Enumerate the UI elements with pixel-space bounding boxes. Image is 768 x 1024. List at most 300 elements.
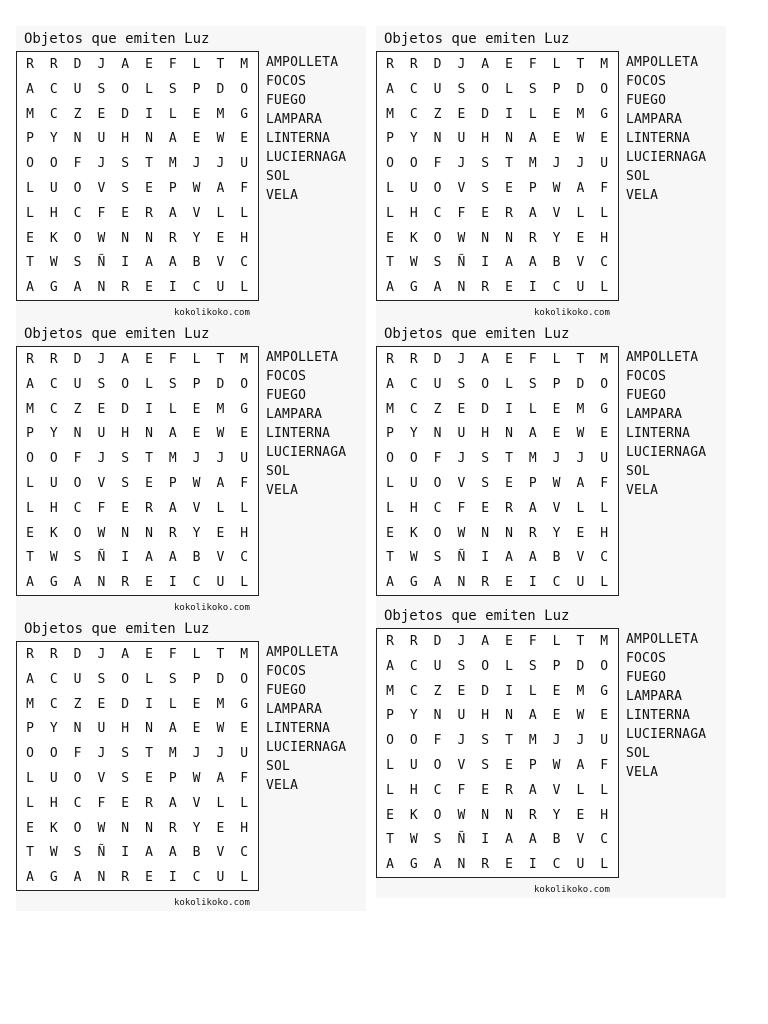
grid-letter: N [97, 575, 106, 591]
grid-letter: O [433, 476, 442, 491]
word-list [266, 348, 346, 500]
letter-grid [16, 346, 259, 596]
word-list [626, 348, 706, 500]
grid-letter: A [528, 205, 537, 221]
grid-letter: L [600, 857, 609, 873]
grid-letter: R [26, 352, 34, 367]
grid-letter: E [505, 280, 513, 296]
grid-letter: E [552, 683, 561, 699]
grid-letter: R [49, 352, 58, 367]
grid-letter: Z [433, 106, 442, 122]
grid-letter: A [528, 550, 537, 566]
grid-letter: E [240, 426, 249, 442]
puzzle-title: Objetos que emiten Luz [384, 608, 570, 624]
grid-row [17, 667, 258, 692]
word-list-item: AMPOLLETA [266, 645, 339, 660]
grid-row [17, 496, 258, 521]
grid-letter: C [552, 280, 561, 296]
grid-letter: S [457, 81, 466, 97]
grid-letter: D [433, 634, 442, 649]
grid-letter: J [552, 156, 561, 172]
grid-letter: I [145, 696, 153, 712]
grid-letter: L [528, 401, 537, 417]
grid-letter: A [168, 205, 177, 221]
grid-letter: M [528, 156, 537, 172]
grid-letter: N [505, 230, 513, 246]
grid-letter: L [240, 575, 249, 591]
word-list-item: LINTERNA [626, 708, 691, 723]
grid-letter: R [121, 575, 130, 591]
grid-letter: F [528, 352, 537, 367]
grid-letter: E [145, 280, 153, 296]
site-credit: kokolikoko.com [174, 308, 250, 318]
grid-letter: H [49, 795, 58, 811]
grid-letter: W [552, 758, 561, 773]
grid-letter: R [386, 57, 394, 72]
grid-letter: T [26, 845, 34, 861]
grid-letter: R [528, 230, 537, 246]
grid-letter: W [409, 255, 418, 271]
grid-letter: G [49, 280, 58, 296]
grid-letter: C [192, 280, 201, 296]
grid-letter: A [386, 575, 394, 591]
grid-letter: E [457, 683, 466, 699]
grid-letter: W [97, 525, 106, 541]
grid-letter: M [26, 401, 34, 417]
word-search-puzzle [16, 26, 366, 321]
grid-letter: M [216, 696, 225, 712]
grid-letter: R [26, 57, 34, 72]
grid-letter: U [409, 181, 418, 196]
grid-letter: U [97, 131, 106, 147]
grid-letter: U [457, 131, 466, 147]
grid-letter: I [528, 857, 537, 873]
word-list [266, 53, 346, 205]
grid-letter: R [505, 205, 513, 221]
grid-letter: C [600, 550, 609, 566]
grid-letter: O [49, 746, 58, 762]
grid-letter: L [576, 500, 585, 516]
grid-row [377, 201, 618, 226]
grid-letter: M [600, 352, 609, 367]
grid-letter: R [528, 525, 537, 541]
grid-letter: J [97, 156, 106, 172]
grid-letter: R [168, 525, 177, 541]
grid-letter: C [240, 255, 249, 271]
grid-letter: M [576, 106, 585, 122]
grid-letter: A [145, 845, 153, 861]
grid-letter: P [168, 181, 177, 196]
grid-letter: N [457, 857, 466, 873]
grid-letter: C [433, 500, 442, 516]
grid-letter: O [240, 81, 249, 97]
grid-letter: P [386, 426, 394, 442]
grid-letter: M [26, 696, 34, 712]
grid-letter: R [26, 647, 34, 662]
grid-letter: C [49, 81, 58, 97]
grid-letter: R [145, 500, 153, 516]
grid-letter: H [409, 500, 418, 516]
grid-letter: O [73, 476, 82, 491]
grid-letter: N [481, 807, 490, 823]
grid-letter: W [552, 181, 561, 196]
grid-letter: P [26, 721, 34, 737]
grid-letter: V [576, 832, 585, 848]
grid-letter: C [552, 857, 561, 873]
grid-letter: K [49, 820, 58, 836]
grid-letter: R [145, 795, 153, 811]
grid-letter: E [552, 426, 561, 442]
grid-letter: P [168, 476, 177, 491]
grid-letter: T [26, 255, 34, 271]
grid-letter: U [216, 575, 225, 591]
grid-letter: A [505, 832, 513, 848]
grid-letter: M [168, 451, 177, 467]
grid-letter: A [528, 426, 537, 442]
grid-letter: W [97, 820, 106, 836]
grid-letter: V [97, 181, 106, 196]
grid-letter: Y [409, 131, 418, 147]
grid-letter: A [26, 280, 34, 296]
word-list-item: AMPOLLETA [266, 350, 339, 365]
word-search-puzzle [376, 603, 726, 898]
grid-letter: H [409, 205, 418, 221]
grid-letter: G [49, 575, 58, 591]
grid-letter: E [600, 708, 609, 724]
grid-letter: J [97, 352, 106, 367]
grid-row [377, 250, 618, 275]
grid-letter: V [457, 476, 466, 491]
word-list-item: AMPOLLETA [266, 55, 339, 70]
grid-letter: M [216, 401, 225, 417]
grid-letter: A [528, 782, 537, 798]
grid-letter: C [600, 255, 609, 271]
grid-letter: R [481, 575, 490, 591]
grid-letter: E [26, 525, 34, 541]
grid-letter: V [192, 500, 201, 516]
grid-letter: A [26, 81, 34, 97]
grid-letter: L [505, 81, 513, 97]
grid-letter: O [26, 451, 34, 467]
grid-letter: M [386, 401, 394, 417]
grid-letter: J [576, 156, 585, 172]
grid-row [17, 226, 258, 251]
grid-letter: N [145, 131, 153, 147]
grid-letter: A [216, 771, 225, 786]
grid-letter: F [600, 181, 609, 196]
grid-letter: O [409, 451, 418, 467]
grid-letter: J [97, 647, 106, 662]
grid-letter: A [168, 721, 177, 737]
grid-row [17, 692, 258, 717]
grid-letter: G [409, 857, 418, 873]
grid-letter: O [26, 156, 34, 172]
grid-letter: A [73, 575, 82, 591]
grid-letter: N [97, 280, 106, 296]
grid-letter: E [552, 401, 561, 417]
grid-letter: L [216, 205, 225, 221]
grid-letter: F [528, 57, 537, 72]
grid-letter: S [481, 181, 490, 196]
grid-letter: R [49, 57, 58, 72]
grid-letter: E [505, 758, 513, 773]
grid-letter: K [409, 525, 418, 541]
grid-letter: M [600, 634, 609, 649]
word-list-item: LINTERNA [266, 721, 331, 736]
grid-letter: W [97, 230, 106, 246]
grid-letter: H [600, 807, 609, 823]
grid-letter: R [49, 647, 58, 662]
grid-letter: C [409, 401, 418, 417]
grid-row [377, 275, 618, 300]
grid-letter: D [216, 81, 225, 97]
grid-letter: E [481, 782, 490, 798]
grid-letter: E [26, 230, 34, 246]
grid-letter: W [552, 476, 561, 491]
grid-letter: C [240, 845, 249, 861]
grid-letter: W [216, 721, 225, 737]
grid-letter: J [552, 733, 561, 749]
grid-letter: E [97, 696, 106, 712]
word-search-puzzle [376, 26, 726, 321]
grid-letter: A [576, 476, 585, 491]
grid-row [377, 446, 618, 471]
grid-letter: C [433, 205, 442, 221]
grid-letter: A [528, 255, 537, 271]
word-list-item: LUCIERNAGA [626, 727, 707, 742]
grid-letter: U [97, 721, 106, 737]
grid-letter: O [433, 181, 442, 196]
grid-letter: A [26, 376, 34, 392]
grid-letter: D [73, 352, 82, 367]
grid-letter: L [528, 106, 537, 122]
grid-letter: I [145, 401, 153, 417]
grid-letter: T [216, 647, 225, 662]
grid-row [377, 803, 618, 828]
grid-row [377, 629, 618, 654]
grid-letter: N [73, 721, 82, 737]
grid-row [377, 778, 618, 803]
grid-letter: I [121, 845, 130, 861]
grid-letter: I [505, 683, 513, 699]
grid-letter: H [240, 230, 249, 246]
grid-letter: R [505, 782, 513, 798]
grid-letter: L [576, 205, 585, 221]
grid-letter: A [73, 870, 82, 886]
grid-letter: H [481, 426, 490, 442]
grid-letter: E [97, 106, 106, 122]
grid-letter: N [505, 131, 513, 147]
grid-letter: S [73, 845, 82, 861]
grid-letter: Y [49, 721, 58, 737]
grid-letter: P [552, 376, 561, 392]
grid-letter: S [433, 550, 442, 566]
grid-letter: Z [73, 106, 82, 122]
grid-letter: F [73, 451, 82, 467]
grid-letter: U [576, 280, 585, 296]
grid-letter: S [457, 658, 466, 674]
puzzle-title: Objetos que emiten Luz [24, 621, 210, 637]
grid-letter: A [121, 352, 130, 367]
grid-letter: L [600, 205, 609, 221]
grid-letter: S [433, 832, 442, 848]
grid-letter: Y [409, 708, 418, 724]
grid-letter: F [528, 634, 537, 649]
grid-letter: W [49, 845, 58, 861]
grid-letter: C [192, 575, 201, 591]
grid-letter: N [505, 708, 513, 724]
grid-letter: W [49, 550, 58, 566]
grid-letter: E [240, 131, 249, 147]
grid-letter: E [145, 57, 153, 72]
site-credit: kokolikoko.com [174, 603, 250, 613]
grid-letter: A [386, 658, 394, 674]
grid-row [377, 753, 618, 778]
grid-letter: R [121, 280, 130, 296]
grid-letter: T [386, 255, 394, 271]
grid-letter: A [386, 280, 394, 296]
grid-letter: H [49, 500, 58, 516]
grid-letter: W [457, 230, 466, 246]
grid-letter: V [457, 181, 466, 196]
grid-letter: V [192, 205, 201, 221]
grid-letter: D [121, 401, 130, 417]
grid-letter: E [145, 181, 153, 196]
grid-letter: N [505, 525, 513, 541]
grid-letter: T [505, 451, 513, 467]
grid-letter: I [168, 575, 177, 591]
grid-letter: A [216, 476, 225, 491]
grid-letter: A [505, 255, 513, 271]
grid-letter: G [600, 106, 609, 122]
grid-letter: A [26, 671, 34, 687]
grid-letter: P [168, 771, 177, 786]
grid-letter: U [457, 708, 466, 724]
grid-letter: C [49, 376, 58, 392]
grid-letter: E [145, 476, 153, 491]
grid-letter: N [73, 131, 82, 147]
grid-row [17, 471, 258, 496]
grid-letter: L [240, 280, 249, 296]
grid-row [17, 642, 258, 667]
grid-letter: A [433, 857, 442, 873]
grid-letter: A [168, 131, 177, 147]
grid-row [17, 250, 258, 275]
grid-letter: T [576, 634, 585, 649]
grid-letter: I [505, 401, 513, 417]
grid-letter: P [192, 81, 201, 97]
grid-letter: F [168, 647, 177, 662]
grid-letter: L [240, 205, 249, 221]
grid-letter: Z [73, 401, 82, 417]
grid-letter: W [576, 708, 585, 724]
grid-letter: E [552, 708, 561, 724]
grid-letter: N [457, 575, 466, 591]
grid-letter: A [433, 280, 442, 296]
grid-letter: L [386, 782, 394, 798]
grid-letter: E [481, 500, 490, 516]
grid-letter: C [49, 401, 58, 417]
grid-row [377, 372, 618, 397]
grid-letter: T [505, 733, 513, 749]
grid-letter: N [505, 807, 513, 823]
grid-row [17, 766, 258, 791]
word-list [626, 53, 706, 205]
grid-letter: E [192, 426, 201, 442]
grid-letter: L [600, 280, 609, 296]
grid-letter: J [97, 451, 106, 467]
grid-letter: A [481, 352, 490, 367]
grid-letter: M [26, 106, 34, 122]
grid-row [377, 827, 618, 852]
grid-letter: A [505, 550, 513, 566]
grid-letter: S [73, 255, 82, 271]
grid-letter: S [528, 658, 537, 674]
grid-letter: H [121, 131, 130, 147]
grid-row [377, 397, 618, 422]
grid-letter: K [409, 807, 418, 823]
puzzle-title: Objetos que emiten Luz [24, 31, 210, 47]
grid-letter: O [73, 230, 82, 246]
grid-letter: L [26, 476, 34, 491]
grid-letter: O [240, 671, 249, 687]
word-list-item: FUEGO [266, 388, 307, 403]
grid-letter: F [457, 500, 466, 516]
grid-letter: U [409, 758, 418, 773]
grid-letter: I [505, 106, 513, 122]
grid-letter: H [121, 721, 130, 737]
grid-letter: A [145, 550, 153, 566]
grid-letter: T [145, 451, 153, 467]
grid-row [17, 151, 258, 176]
grid-letter: L [600, 500, 609, 516]
grid-letter: G [409, 575, 418, 591]
grid-letter: U [600, 451, 609, 467]
grid-letter: J [457, 352, 466, 367]
grid-letter: M [576, 401, 585, 417]
grid-letter: J [576, 451, 585, 467]
word-list-item: LUCIERNAGA [266, 150, 347, 165]
grid-letter: L [216, 795, 225, 811]
grid-letter: F [457, 205, 466, 221]
grid-letter: M [168, 746, 177, 762]
grid-letter: B [192, 550, 201, 566]
grid-letter: Ñ [457, 832, 466, 848]
grid-letter: Ñ [97, 255, 106, 271]
word-search-puzzle [16, 616, 366, 911]
letter-grid [16, 641, 259, 891]
grid-letter: H [600, 230, 609, 246]
grid-letter: N [121, 820, 130, 836]
grid-row [17, 716, 258, 741]
grid-letter: L [26, 181, 34, 196]
word-list-item: VELA [266, 188, 299, 203]
word-list-item: LAMPARA [266, 112, 323, 127]
word-list-item: AMPOLLETA [626, 632, 699, 647]
grid-row [17, 275, 258, 300]
grid-letter: U [240, 746, 249, 762]
word-list-item: SOL [626, 746, 651, 761]
grid-letter: L [600, 575, 609, 591]
grid-letter: D [576, 81, 585, 97]
grid-letter: L [26, 500, 34, 516]
grid-row [377, 102, 618, 127]
grid-letter: O [386, 733, 394, 749]
grid-row [377, 545, 618, 570]
grid-letter: V [97, 476, 106, 491]
grid-letter: G [240, 696, 249, 712]
grid-letter: C [409, 683, 418, 699]
